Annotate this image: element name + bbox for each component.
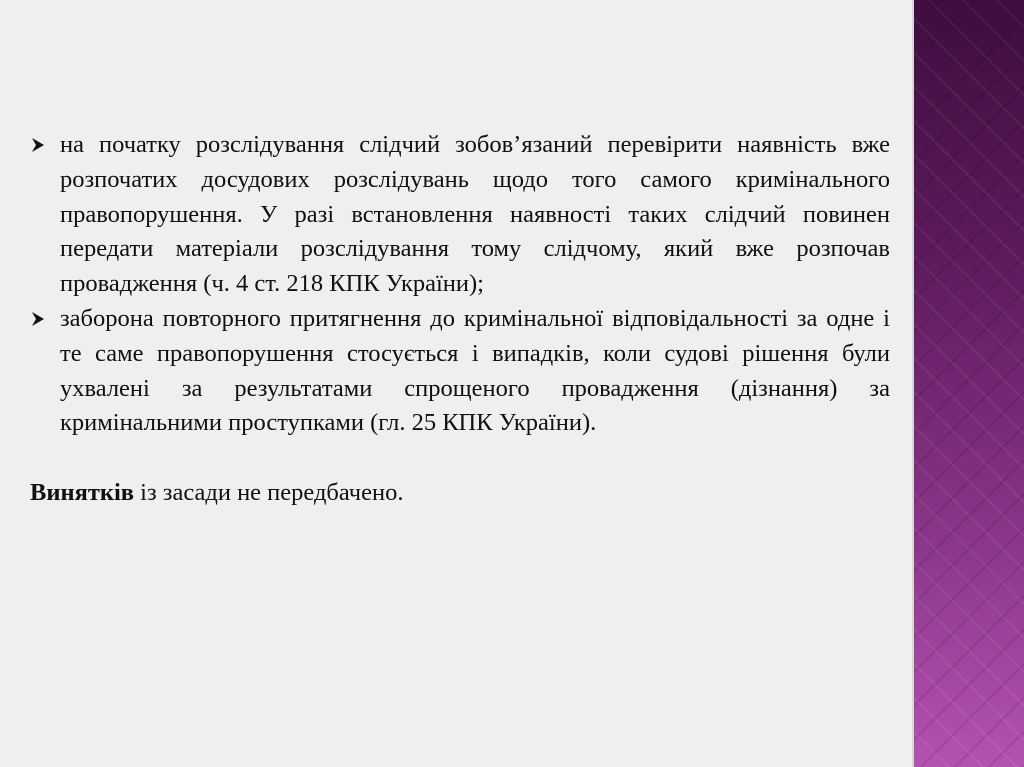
note-paragraph — [30, 476, 890, 511]
bullet-item-2 — [30, 302, 890, 441]
diamond-pattern — [914, 0, 1024, 767]
arrowhead-bullet-icon — [30, 302, 60, 337]
note-bold-word: Винятків — [30, 479, 135, 507]
slide-content — [30, 128, 890, 511]
decorative-side-panel — [914, 0, 1024, 767]
bullet-text: заборона повторного притягнення до кримінальної відповідальності за одне і те саме правопорушення стосується і випадків, коли судові рішення були ухвалені за результатами спрощеного провадження (дізнання) за кримінальними проступками (гл. 25 КПК України). — [60, 304, 890, 437]
bullet-text: на початку розслідування слідчий зобов’язаний перевірити наявність вже розпочатих досудових розслідувань щодо того самого кримінального правопорушення. У разі встановлення наявності таких слідчий повинен передати матеріали розслідування тому слідчому, який вже розпочав провадження (ч. 4 ст. 218 КПК України); — [60, 131, 890, 298]
arrowhead-bullet-icon — [30, 128, 60, 163]
note-text: із засади не передбачено. — [134, 479, 404, 507]
bullet-item-1 — [30, 128, 890, 302]
